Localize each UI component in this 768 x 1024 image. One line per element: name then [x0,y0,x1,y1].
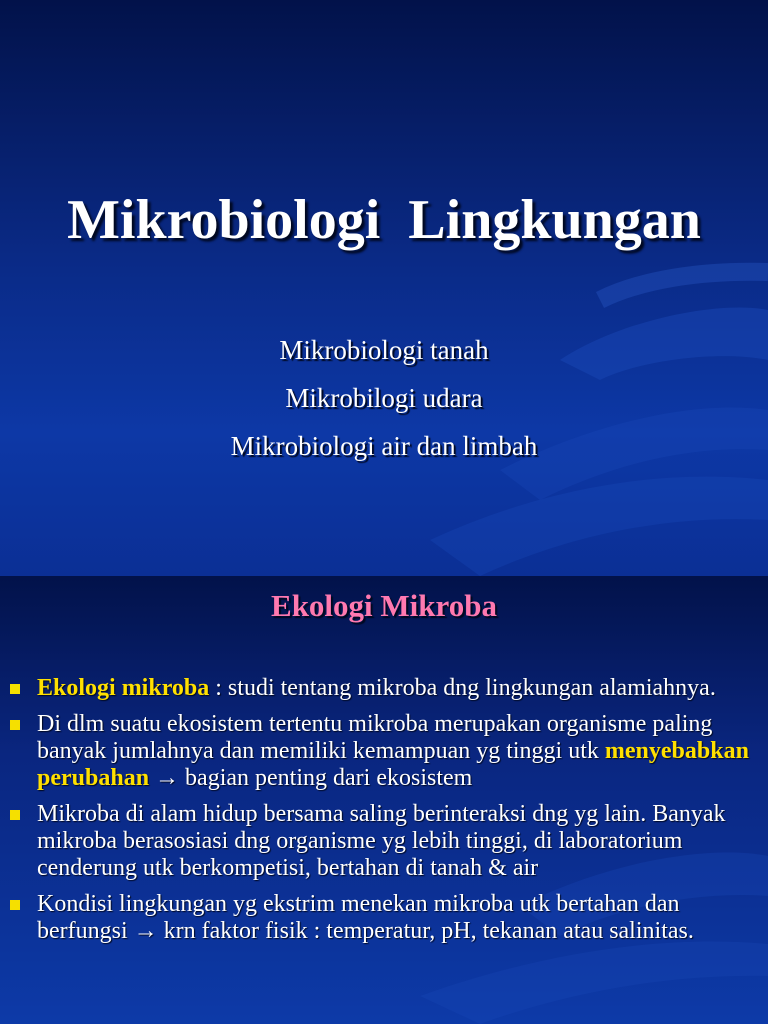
subtitle-item: Mikrobilogi udara [285,383,483,413]
highlight-text: Ekologi mikroba [37,675,210,701]
bullet-square-icon [10,900,20,910]
bullet-text: Kondisi lingkungan yg ekstrim menekan mikroba utk bertahan dan berfungsi → krn faktor fisik : temperatur, pH, tekanan atau salinitas. [37,891,694,944]
slide-title-text: Mikrobiologi Lingkungan [67,189,701,251]
list-item [0,801,768,882]
bullet-text: Di dlm suatu ekosistem tertentu mikroba merupakan organisme paling banyak jumlahnya dan memiliki kemampuan yg tinggi utk [37,711,713,764]
subtitle-item: Mikrobiologi air dan limbah [230,431,538,461]
subtitle-list [0,326,768,470]
slide-2-title: Ekologi Mikroba [271,588,497,623]
bullet-text: → bagian penting dari ekosistem [149,765,473,791]
list-item [0,675,768,702]
bullet-list [0,675,768,954]
subtitle-item: Mikrobiologi tanah [279,335,489,365]
bullet-square-icon [10,684,20,694]
bullet-text: Mikroba di alam hidup bersama saling berinteraksi dng yg lain. Banyak mikroba berasosiasi dng organisme yg lebih tinggi, di laboratorium cenderung utk berkompetisi, bertahan di tanah & air [37,801,726,881]
bullet-square-icon [10,810,20,820]
list-item [0,711,768,792]
list-item [0,891,768,945]
bullet-text: : studi tentang mikroba dng lingkungan alamiahnya. [209,675,716,701]
highlight-text: menyebabkan perubahan [37,738,749,791]
bullet-square-icon [10,720,20,730]
